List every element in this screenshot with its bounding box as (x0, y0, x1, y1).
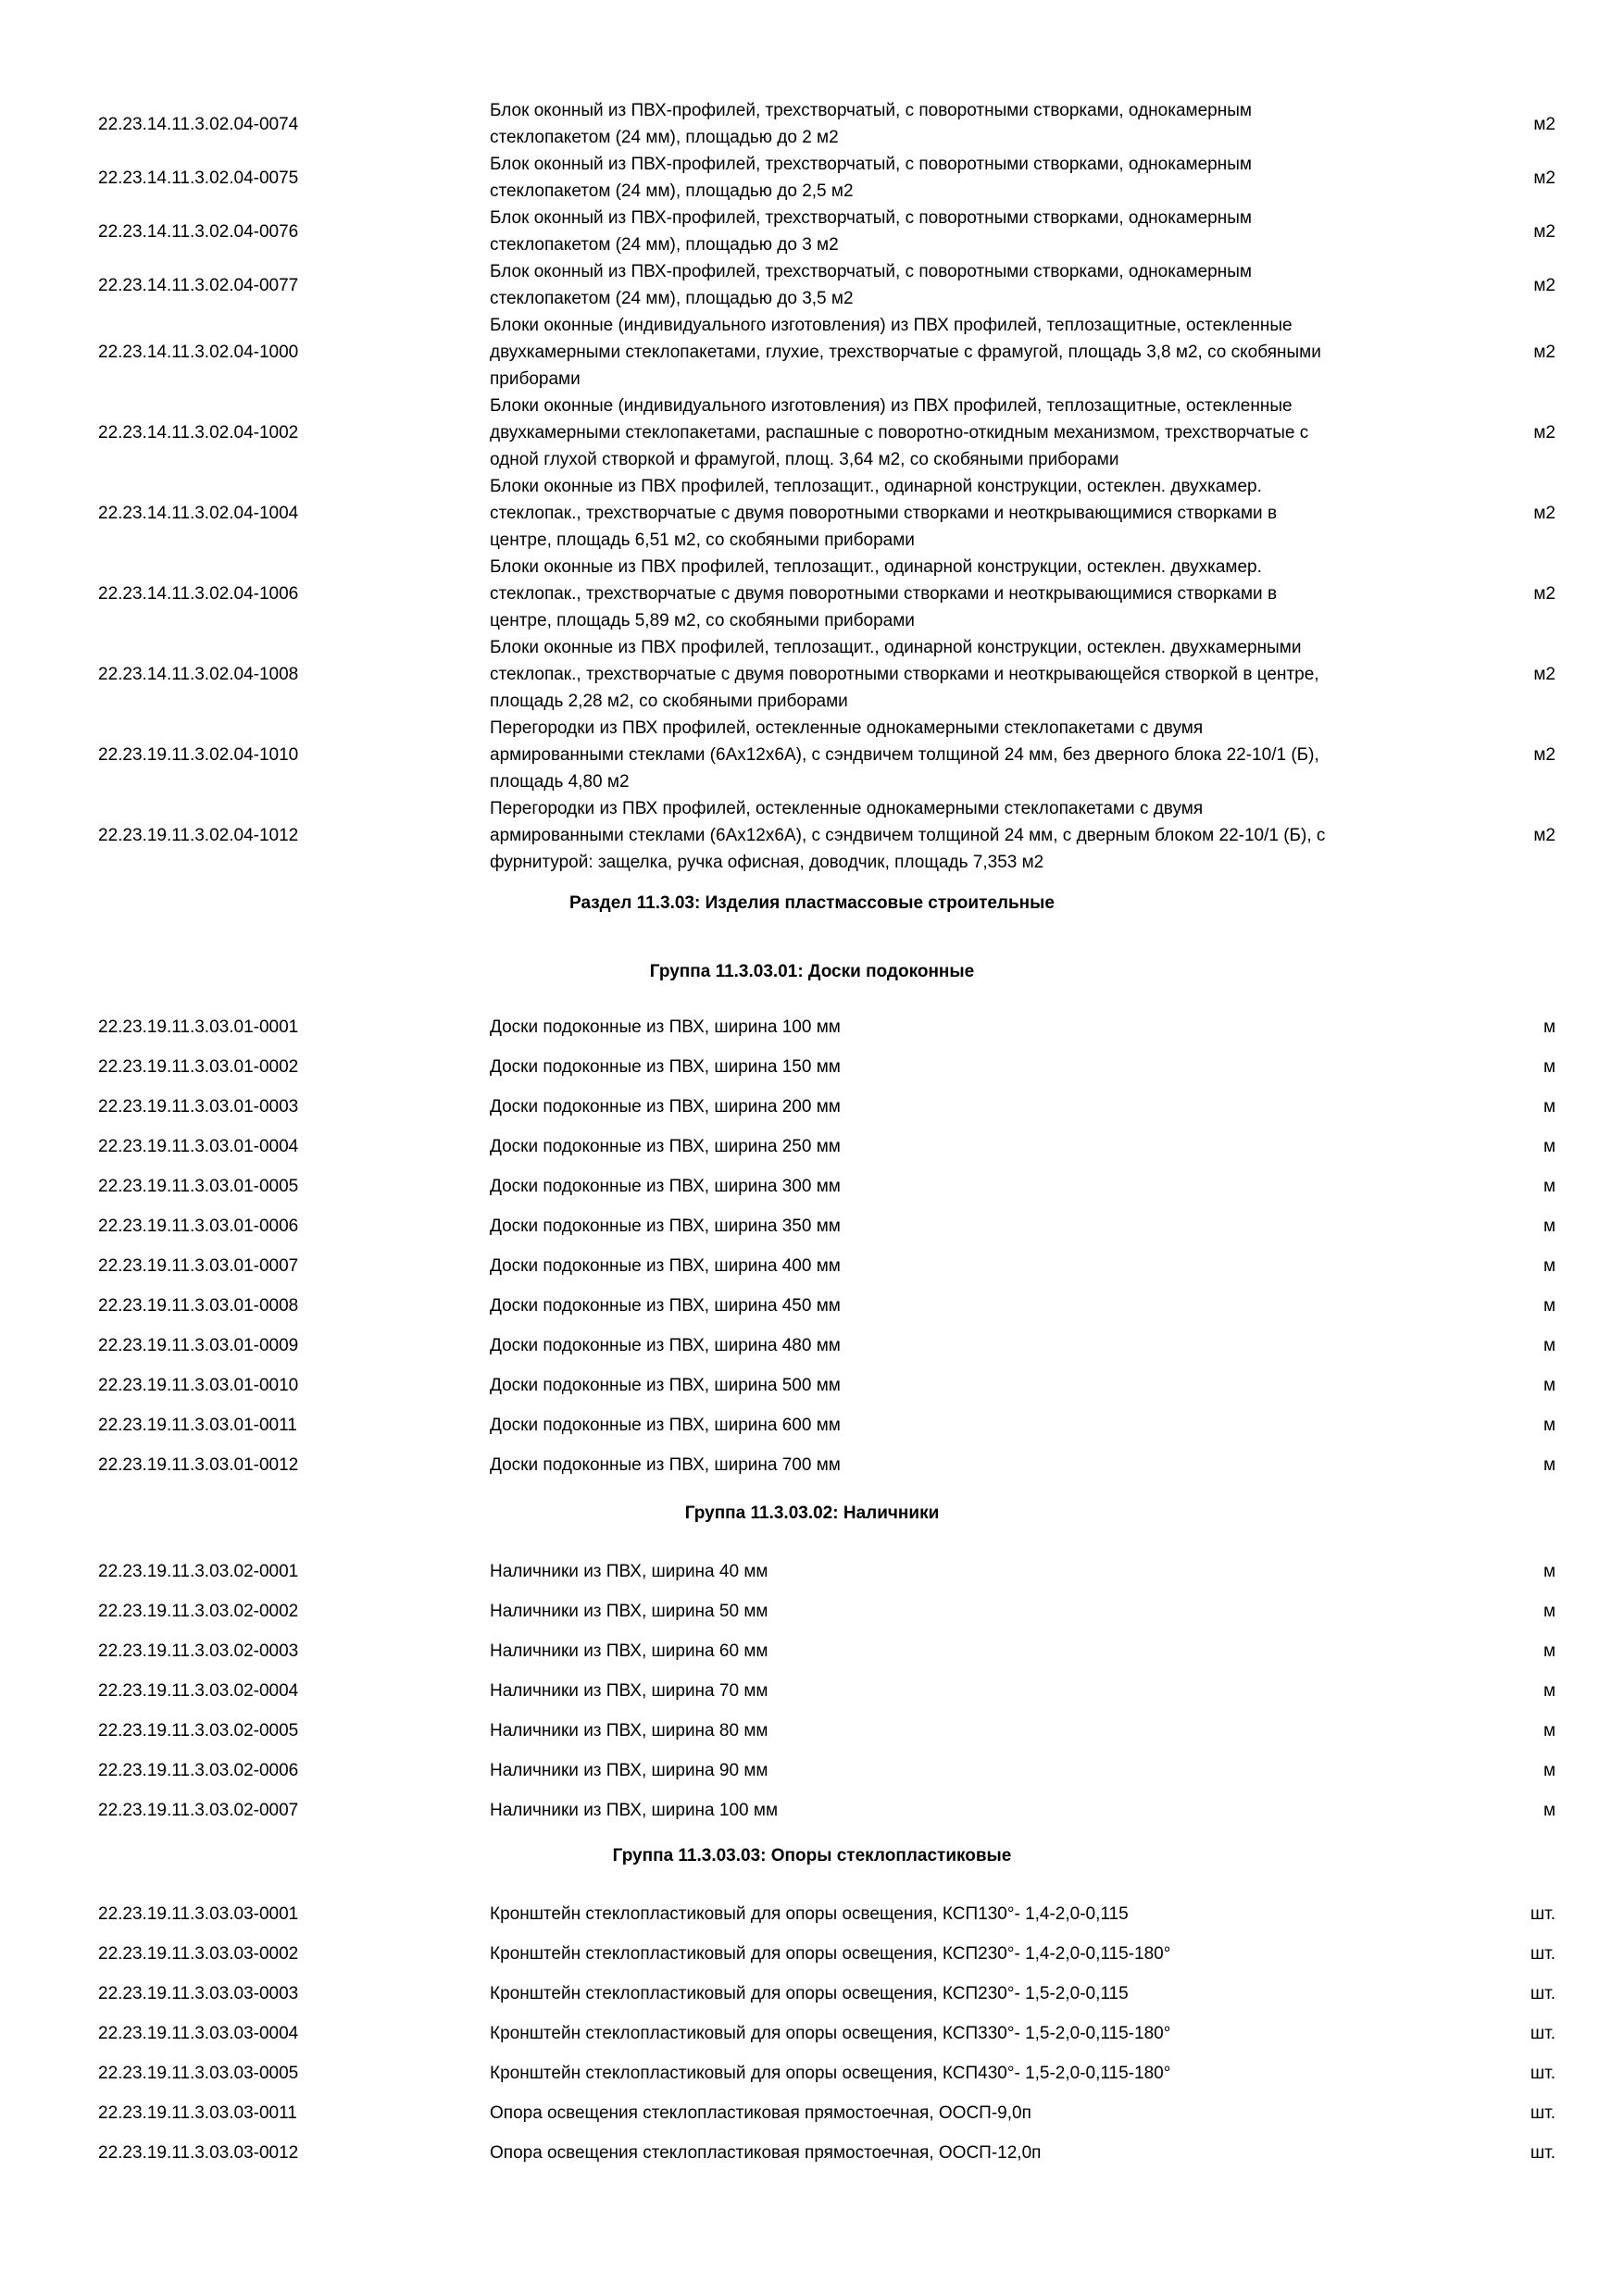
table-row (0, 1638, 1624, 1665)
item-description (490, 1292, 1480, 1319)
item-unit: м (1543, 1256, 1555, 1276)
item-unit: м2 (1533, 343, 1555, 362)
item-unit: м (1543, 1217, 1555, 1236)
description-line: Кронштейн стеклопластиковый для опоры освещения, КСП130°- 1,4-2,0-0,115 (490, 1904, 1129, 1924)
item-description (490, 258, 1480, 312)
item-unit: шт. (1530, 2024, 1555, 2043)
description-line: Доски подоконные из ПВХ, ширина 500 мм (490, 1376, 841, 1395)
item-code: 22.23.19.11.3.03.01-0011 (98, 1416, 297, 1435)
table-row (0, 1901, 1624, 1928)
item-description (490, 1717, 1480, 1744)
description-line: Кронштейн стеклопластиковый для опоры освещения, КСП230°- 1,5-2,0-0,115 (490, 1984, 1129, 2003)
description-line: Доски подоконные из ПВХ, ширина 600 мм (490, 1416, 841, 1435)
item-description (490, 2100, 1480, 2127)
item-code: 22.23.19.11.3.03.01-0012 (98, 1455, 299, 1475)
description-line: Перегородки из ПВХ профилей, остекленные однокамерными стеклопакетами с двумя (490, 718, 1204, 738)
item-description (490, 1253, 1480, 1279)
group-title: Группа 11.3.03.02: Наличники (684, 1504, 940, 1523)
description-line: центре, площадь 5,89 м2, со скобяными приборами (490, 611, 915, 630)
item-unit: м (1543, 1137, 1555, 1156)
item-description (490, 1093, 1480, 1120)
table-row (0, 1054, 1624, 1080)
item-code: 22.23.19.11.3.03.01-0007 (98, 1256, 299, 1276)
item-code: 22.23.19.11.3.03.01-0010 (98, 1376, 299, 1395)
item-code: 22.23.19.11.3.03.02-0006 (98, 1761, 299, 1780)
item-unit: шт. (1530, 2064, 1555, 2083)
table-row (0, 795, 1624, 876)
item-unit: м2 (1533, 168, 1555, 188)
item-code: 22.23.14.11.3.02.04-0077 (98, 276, 299, 295)
description-line: Блок оконный из ПВХ-профилей, трехстворчатый, с поворотными створками, однокамерным (490, 155, 1252, 174)
item-description (490, 2140, 1480, 2166)
description-line: Опора освещения стеклопластиковая прямостоечная, ООСП-9,0п (490, 2103, 1031, 2123)
description-line: Наличники из ПВХ, ширина 70 мм (490, 1681, 768, 1701)
description-line: Блок оконный из ПВХ-профилей, трехстворчатый, с поворотными створками, однокамерным (490, 262, 1252, 281)
description-line: стеклопакетом (24 мм), площадью до 2 м2 (490, 128, 839, 147)
table-row (0, 1253, 1624, 1279)
table-row (0, 1133, 1624, 1160)
item-code: 22.23.19.11.3.03.03-0012 (98, 2143, 299, 2163)
table-row (0, 1797, 1624, 1824)
item-description (490, 1133, 1480, 1160)
item-code: 22.23.19.11.3.03.02-0004 (98, 1681, 299, 1701)
item-unit: м (1543, 1455, 1555, 1475)
description-line: приборами (490, 369, 581, 389)
description-line: стеклопакетом (24 мм), площадью до 3,5 м2 (490, 289, 854, 308)
item-description (490, 554, 1480, 634)
description-line: одной глухой створкой и фрамугой, площ. 3,64 м2, со скобяными приборами (490, 450, 1119, 469)
item-unit: м (1543, 1336, 1555, 1355)
description-line: Доски подоконные из ПВХ, ширина 100 мм (490, 1017, 841, 1037)
description-line: Наличники из ПВХ, ширина 100 мм (490, 1801, 779, 1820)
item-code: 22.23.19.11.3.02.04-1012 (98, 826, 299, 845)
table-row (0, 2140, 1624, 2166)
item-description (490, 1901, 1480, 1928)
item-code: 22.23.19.11.3.03.01-0001 (98, 1017, 299, 1037)
description-line: Доски подоконные из ПВХ, ширина 250 мм (490, 1137, 841, 1156)
description-line: Наличники из ПВХ, ширина 90 мм (490, 1761, 768, 1780)
description-line: Наличники из ПВХ, ширина 40 мм (490, 1562, 768, 1581)
item-code: 22.23.19.11.3.03.03-0005 (98, 2064, 299, 2083)
description-line: стеклопак., трехстворчатые с двумя поворотными створками и неоткрывающимися створками в (490, 584, 1278, 604)
item-unit: м2 (1533, 423, 1555, 443)
description-line: стеклопак., трехстворчатые с двумя поворотными створками и неоткрывающимися створками в (490, 504, 1278, 523)
item-unit: м (1543, 1057, 1555, 1077)
description-line: Наличники из ПВХ, ширина 80 мм (490, 1721, 768, 1741)
item-unit: м (1543, 1761, 1555, 1780)
description-line: двухкамерными стеклопакетами, распашные с поворотно-откидным механизмом, трехстворчатые с (490, 423, 1309, 443)
description-line: Доски подоконные из ПВХ, ширина 400 мм (490, 1256, 841, 1276)
description-line: Доски подоконные из ПВХ, ширина 700 мм (490, 1455, 841, 1475)
item-code: 22.23.14.11.3.02.04-1000 (98, 343, 299, 362)
item-unit: м2 (1533, 115, 1555, 134)
item-code: 22.23.19.11.3.03.03-0004 (98, 2024, 299, 2043)
item-code: 22.23.19.11.3.02.04-1010 (98, 745, 299, 765)
item-unit: м2 (1533, 745, 1555, 765)
item-unit: м (1543, 1641, 1555, 1661)
item-code: 22.23.14.11.3.02.04-1004 (98, 504, 299, 523)
table-row (0, 1292, 1624, 1319)
item-code: 22.23.14.11.3.02.04-0076 (98, 222, 299, 242)
description-line: Блоки оконные (индивидуального изготовления) из ПВХ профилей, теплозащитные, остекленные (490, 316, 1293, 335)
section-title: Раздел 11.3.03: Изделия пластмассовые строительные (569, 893, 1055, 913)
item-description (490, 393, 1480, 473)
item-unit: шт. (1530, 1944, 1555, 1964)
item-description (490, 205, 1480, 258)
description-line: стеклопак., трехстворчатые с двумя поворотными створками и неоткрывающейся створкой в центре, (490, 665, 1319, 684)
item-code: 22.23.19.11.3.03.02-0005 (98, 1721, 299, 1741)
item-code: 22.23.14.11.3.02.04-1006 (98, 584, 299, 604)
description-line: фурнитурой: защелка, ручка офисная, доводчик, площадь 7,353 м2 (490, 853, 1044, 872)
item-code: 22.23.14.11.3.02.04-0074 (98, 115, 299, 134)
item-unit: м2 (1533, 504, 1555, 523)
table-row (0, 1678, 1624, 1704)
table-row (0, 1332, 1624, 1359)
item-unit: м (1543, 1721, 1555, 1741)
description-line: площадь 2,28 м2, со скобяными приборами (490, 692, 848, 711)
item-unit: м (1543, 1416, 1555, 1435)
item-description (490, 1213, 1480, 1240)
description-line: стеклопакетом (24 мм), площадью до 2,5 м2 (490, 181, 854, 201)
item-description (490, 1638, 1480, 1665)
description-line: Доски подоконные из ПВХ, ширина 150 мм (490, 1057, 841, 1077)
item-unit: м (1543, 1017, 1555, 1037)
table-row (0, 554, 1624, 634)
item-unit: м (1543, 1376, 1555, 1395)
item-code: 22.23.19.11.3.03.03-0002 (98, 1944, 299, 1964)
description-line: Доски подоконные из ПВХ, ширина 200 мм (490, 1097, 841, 1117)
description-line: двухкамерными стеклопакетами, глухие, трехстворчатые с фрамугой, площадь 3,8 м2, со скобяными (490, 343, 1321, 362)
item-description (490, 795, 1480, 876)
item-description (490, 715, 1480, 795)
description-line: армированными стеклами (6Ах12х6А), с сэндвичем толщиной 24 мм, без дверного блока 22-10/1 (Б), (490, 745, 1319, 765)
description-line: Блоки оконные (индивидуального изготовления) из ПВХ профилей, теплозащитные, остекленные (490, 396, 1293, 416)
item-unit: м2 (1533, 826, 1555, 845)
group-title: Группа 11.3.03.01: Доски подоконные (649, 962, 975, 981)
item-code: 22.23.19.11.3.03.02-0001 (98, 1562, 299, 1581)
item-description (490, 1678, 1480, 1704)
description-line: Блоки оконные из ПВХ профилей, теплозащит., одинарной конструкции, остеклен. двухкамер. (490, 557, 1262, 577)
table-row (0, 151, 1624, 205)
item-code: 22.23.19.11.3.03.01-0003 (98, 1097, 299, 1117)
table-row (0, 1014, 1624, 1041)
item-code: 22.23.19.11.3.03.03-0003 (98, 1984, 299, 2003)
item-description (490, 1797, 1480, 1824)
description-line: площадь 4,80 м2 (490, 772, 630, 792)
table-row (0, 393, 1624, 473)
group-title: Группа 11.3.03.03: Опоры стеклопластиковые (612, 1846, 1012, 1866)
table-row (0, 1093, 1624, 1120)
item-description (490, 151, 1480, 205)
table-row (0, 1452, 1624, 1479)
item-description (490, 97, 1480, 151)
table-row (0, 634, 1624, 715)
item-code: 22.23.14.11.3.02.04-0075 (98, 168, 299, 188)
table-row (0, 2020, 1624, 2047)
table-row (0, 1558, 1624, 1585)
item-code: 22.23.19.11.3.03.01-0009 (98, 1336, 299, 1355)
item-code: 22.23.19.11.3.03.01-0002 (98, 1057, 299, 1077)
description-line: Опора освещения стеклопластиковая прямостоечная, ООСП-12,0п (490, 2143, 1042, 2163)
item-description (490, 1980, 1480, 2007)
item-unit: м (1543, 1562, 1555, 1581)
table-row (0, 1173, 1624, 1200)
description-line: Блоки оконные из ПВХ профилей, теплозащит., одинарной конструкции, остеклен. двухкамерными (490, 638, 1302, 657)
table-row (0, 715, 1624, 795)
item-description (490, 473, 1480, 554)
item-code: 22.23.19.11.3.03.02-0003 (98, 1641, 299, 1661)
table-row (0, 97, 1624, 151)
description-line: Наличники из ПВХ, ширина 60 мм (490, 1641, 768, 1661)
item-code: 22.23.19.11.3.03.03-0001 (98, 1904, 299, 1924)
item-unit: м (1543, 1681, 1555, 1701)
item-description (490, 1598, 1480, 1625)
item-description (490, 1412, 1480, 1439)
item-unit: м2 (1533, 665, 1555, 684)
item-unit: м (1543, 1602, 1555, 1621)
table-row (0, 312, 1624, 393)
table-row (0, 1213, 1624, 1240)
item-description (490, 1558, 1480, 1585)
description-line: Блоки оконные из ПВХ профилей, теплозащит., одинарной конструкции, остеклен. двухкамер. (490, 477, 1262, 496)
table-row (0, 2060, 1624, 2087)
item-unit: шт. (1530, 2143, 1555, 2163)
description-line: Наличники из ПВХ, ширина 50 мм (490, 1602, 768, 1621)
table-row (0, 1757, 1624, 1784)
item-code: 22.23.19.11.3.03.02-0002 (98, 1602, 299, 1621)
item-unit: м2 (1533, 276, 1555, 295)
item-description (490, 1054, 1480, 1080)
item-description (490, 1452, 1480, 1479)
item-unit: м2 (1533, 584, 1555, 604)
table-row (0, 1980, 1624, 2007)
table-row (0, 473, 1624, 554)
item-unit: шт. (1530, 1904, 1555, 1924)
item-unit: м (1543, 1296, 1555, 1316)
item-code: 22.23.19.11.3.03.01-0006 (98, 1217, 299, 1236)
item-description (490, 1173, 1480, 1200)
description-line: стеклопакетом (24 мм), площадью до 3 м2 (490, 235, 839, 255)
description-line: армированными стеклами (6Ах12х6А), с сэндвичем толщиной 24 мм, с дверным блоком 22-10/1 (Б), с (490, 826, 1326, 845)
item-unit: м (1543, 1177, 1555, 1196)
description-line: Кронштейн стеклопластиковый для опоры освещения, КСП430°- 1,5-2,0-0,115-180° (490, 2064, 1171, 2083)
table-row (0, 2100, 1624, 2127)
item-code: 22.23.19.11.3.03.01-0005 (98, 1177, 299, 1196)
description-line: Доски подоконные из ПВХ, ширина 480 мм (490, 1336, 841, 1355)
table-row (0, 1717, 1624, 1744)
item-unit: шт. (1530, 2103, 1555, 2123)
table-row (0, 205, 1624, 258)
table-row (0, 1412, 1624, 1439)
description-line: Перегородки из ПВХ профилей, остекленные однокамерными стеклопакетами с двумя (490, 799, 1204, 818)
description-line: Блок оконный из ПВХ-профилей, трехстворчатый, с поворотными створками, однокамерным (490, 208, 1252, 228)
table-row (0, 1372, 1624, 1399)
item-unit: м (1543, 1801, 1555, 1820)
description-line: Кронштейн стеклопластиковый для опоры освещения, КСП330°- 1,5-2,0-0,115-180° (490, 2024, 1171, 2043)
item-code: 22.23.19.11.3.03.02-0007 (98, 1801, 299, 1820)
description-line: Кронштейн стеклопластиковый для опоры освещения, КСП230°- 1,4-2,0-0,115-180° (490, 1944, 1171, 1964)
description-line: центре, площадь 6,51 м2, со скобяными приборами (490, 530, 915, 550)
item-code: 22.23.14.11.3.02.04-1008 (98, 665, 299, 684)
item-unit: м (1543, 1097, 1555, 1117)
item-description (490, 2060, 1480, 2087)
item-description (490, 1332, 1480, 1359)
item-code: 22.23.19.11.3.03.03-0011 (98, 2103, 297, 2123)
item-unit: шт. (1530, 1984, 1555, 2003)
item-description (490, 1372, 1480, 1399)
item-description (490, 1014, 1480, 1041)
item-description (490, 2020, 1480, 2047)
table-row (0, 1598, 1624, 1625)
item-description (490, 312, 1480, 393)
item-description (490, 1757, 1480, 1784)
description-line: Доски подоконные из ПВХ, ширина 350 мм (490, 1217, 841, 1236)
item-description (490, 634, 1480, 715)
item-description (490, 1940, 1480, 1967)
description-line: Блок оконный из ПВХ-профилей, трехстворчатый, с поворотными створками, однокамерным (490, 101, 1252, 120)
table-row (0, 1940, 1624, 1967)
description-line: Доски подоконные из ПВХ, ширина 450 мм (490, 1296, 841, 1316)
item-code: 22.23.19.11.3.03.01-0008 (98, 1296, 299, 1316)
item-unit: м2 (1533, 222, 1555, 242)
item-code: 22.23.19.11.3.03.01-0004 (98, 1137, 299, 1156)
table-row (0, 258, 1624, 312)
description-line: Доски подоконные из ПВХ, ширина 300 мм (490, 1177, 841, 1196)
item-code: 22.23.14.11.3.02.04-1002 (98, 423, 299, 443)
